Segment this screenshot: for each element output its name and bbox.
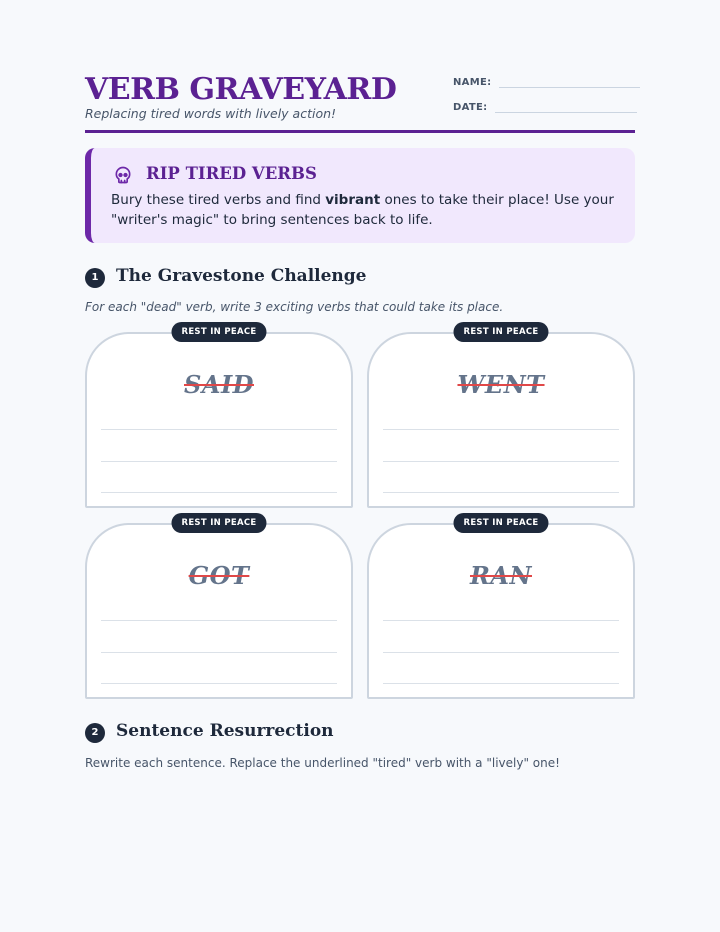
answer-line[interactable] xyxy=(101,620,337,621)
gravestone-ran xyxy=(367,518,635,699)
dead-verb-text: RAN xyxy=(469,561,532,590)
name-label: NAME: xyxy=(453,77,492,88)
page-title: VERB GRAVEYARD xyxy=(85,72,397,107)
name-line[interactable] xyxy=(499,74,640,88)
rip-badge: REST IN PEACE xyxy=(453,322,548,342)
section-1-title: The Gravestone Challenge xyxy=(116,266,367,286)
answer-line[interactable] xyxy=(101,683,337,684)
callout-text-start: Bury these tired verbs and find xyxy=(111,192,326,208)
dead-verb xyxy=(87,370,351,399)
answer-line[interactable] xyxy=(383,461,619,462)
section-2-instruction: Rewrite each sentence. Replace the underlined "tired" verb with a "lively" one! xyxy=(85,756,560,770)
callout-text-end: ones to take their place! Use your "writer's magic" to bring sentences back to life. xyxy=(111,192,614,228)
date-label: DATE: xyxy=(453,102,488,113)
answer-line[interactable] xyxy=(101,492,337,493)
page-subtitle: Replacing tired words with lively action! xyxy=(85,106,337,121)
dead-verb xyxy=(369,561,633,590)
date-line[interactable] xyxy=(495,99,637,113)
section-1-instruction: For each "dead" verb, write 3 exciting verbs that could take its place. xyxy=(85,300,504,314)
answer-line[interactable] xyxy=(101,429,337,430)
gravestone-got xyxy=(85,518,353,699)
rip-badge: REST IN PEACE xyxy=(171,322,266,342)
answer-line[interactable] xyxy=(383,429,619,430)
rip-badge: REST IN PEACE xyxy=(453,513,548,533)
section-2-title: Sentence Resurrection xyxy=(116,721,334,741)
dead-verb-text: WENT xyxy=(457,370,545,399)
callout-title: RIP TIRED VERBS xyxy=(146,164,317,183)
dead-verb xyxy=(87,561,351,590)
answer-line[interactable] xyxy=(383,620,619,621)
skull-icon xyxy=(113,165,133,185)
rip-badge: REST IN PEACE xyxy=(171,513,266,533)
section-1-number: 1 xyxy=(85,268,105,288)
rip-callout xyxy=(85,148,635,243)
answer-line[interactable] xyxy=(101,461,337,462)
section-2-number: 2 xyxy=(85,723,105,743)
callout-body xyxy=(111,190,621,230)
gravestone-said xyxy=(85,327,353,508)
worksheet-page xyxy=(85,0,635,932)
dead-verb-text: GOT xyxy=(188,561,250,590)
dead-verb-text: SAID xyxy=(184,370,254,399)
callout-text-bold: vibrant xyxy=(325,192,381,208)
header-divider xyxy=(85,130,635,133)
name-field[interactable] xyxy=(453,74,640,88)
date-field[interactable] xyxy=(453,99,637,113)
answer-line[interactable] xyxy=(101,652,337,653)
answer-line[interactable] xyxy=(383,683,619,684)
answer-line[interactable] xyxy=(383,652,619,653)
answer-line[interactable] xyxy=(383,492,619,493)
gravestone-went xyxy=(367,327,635,508)
dead-verb xyxy=(369,370,633,399)
